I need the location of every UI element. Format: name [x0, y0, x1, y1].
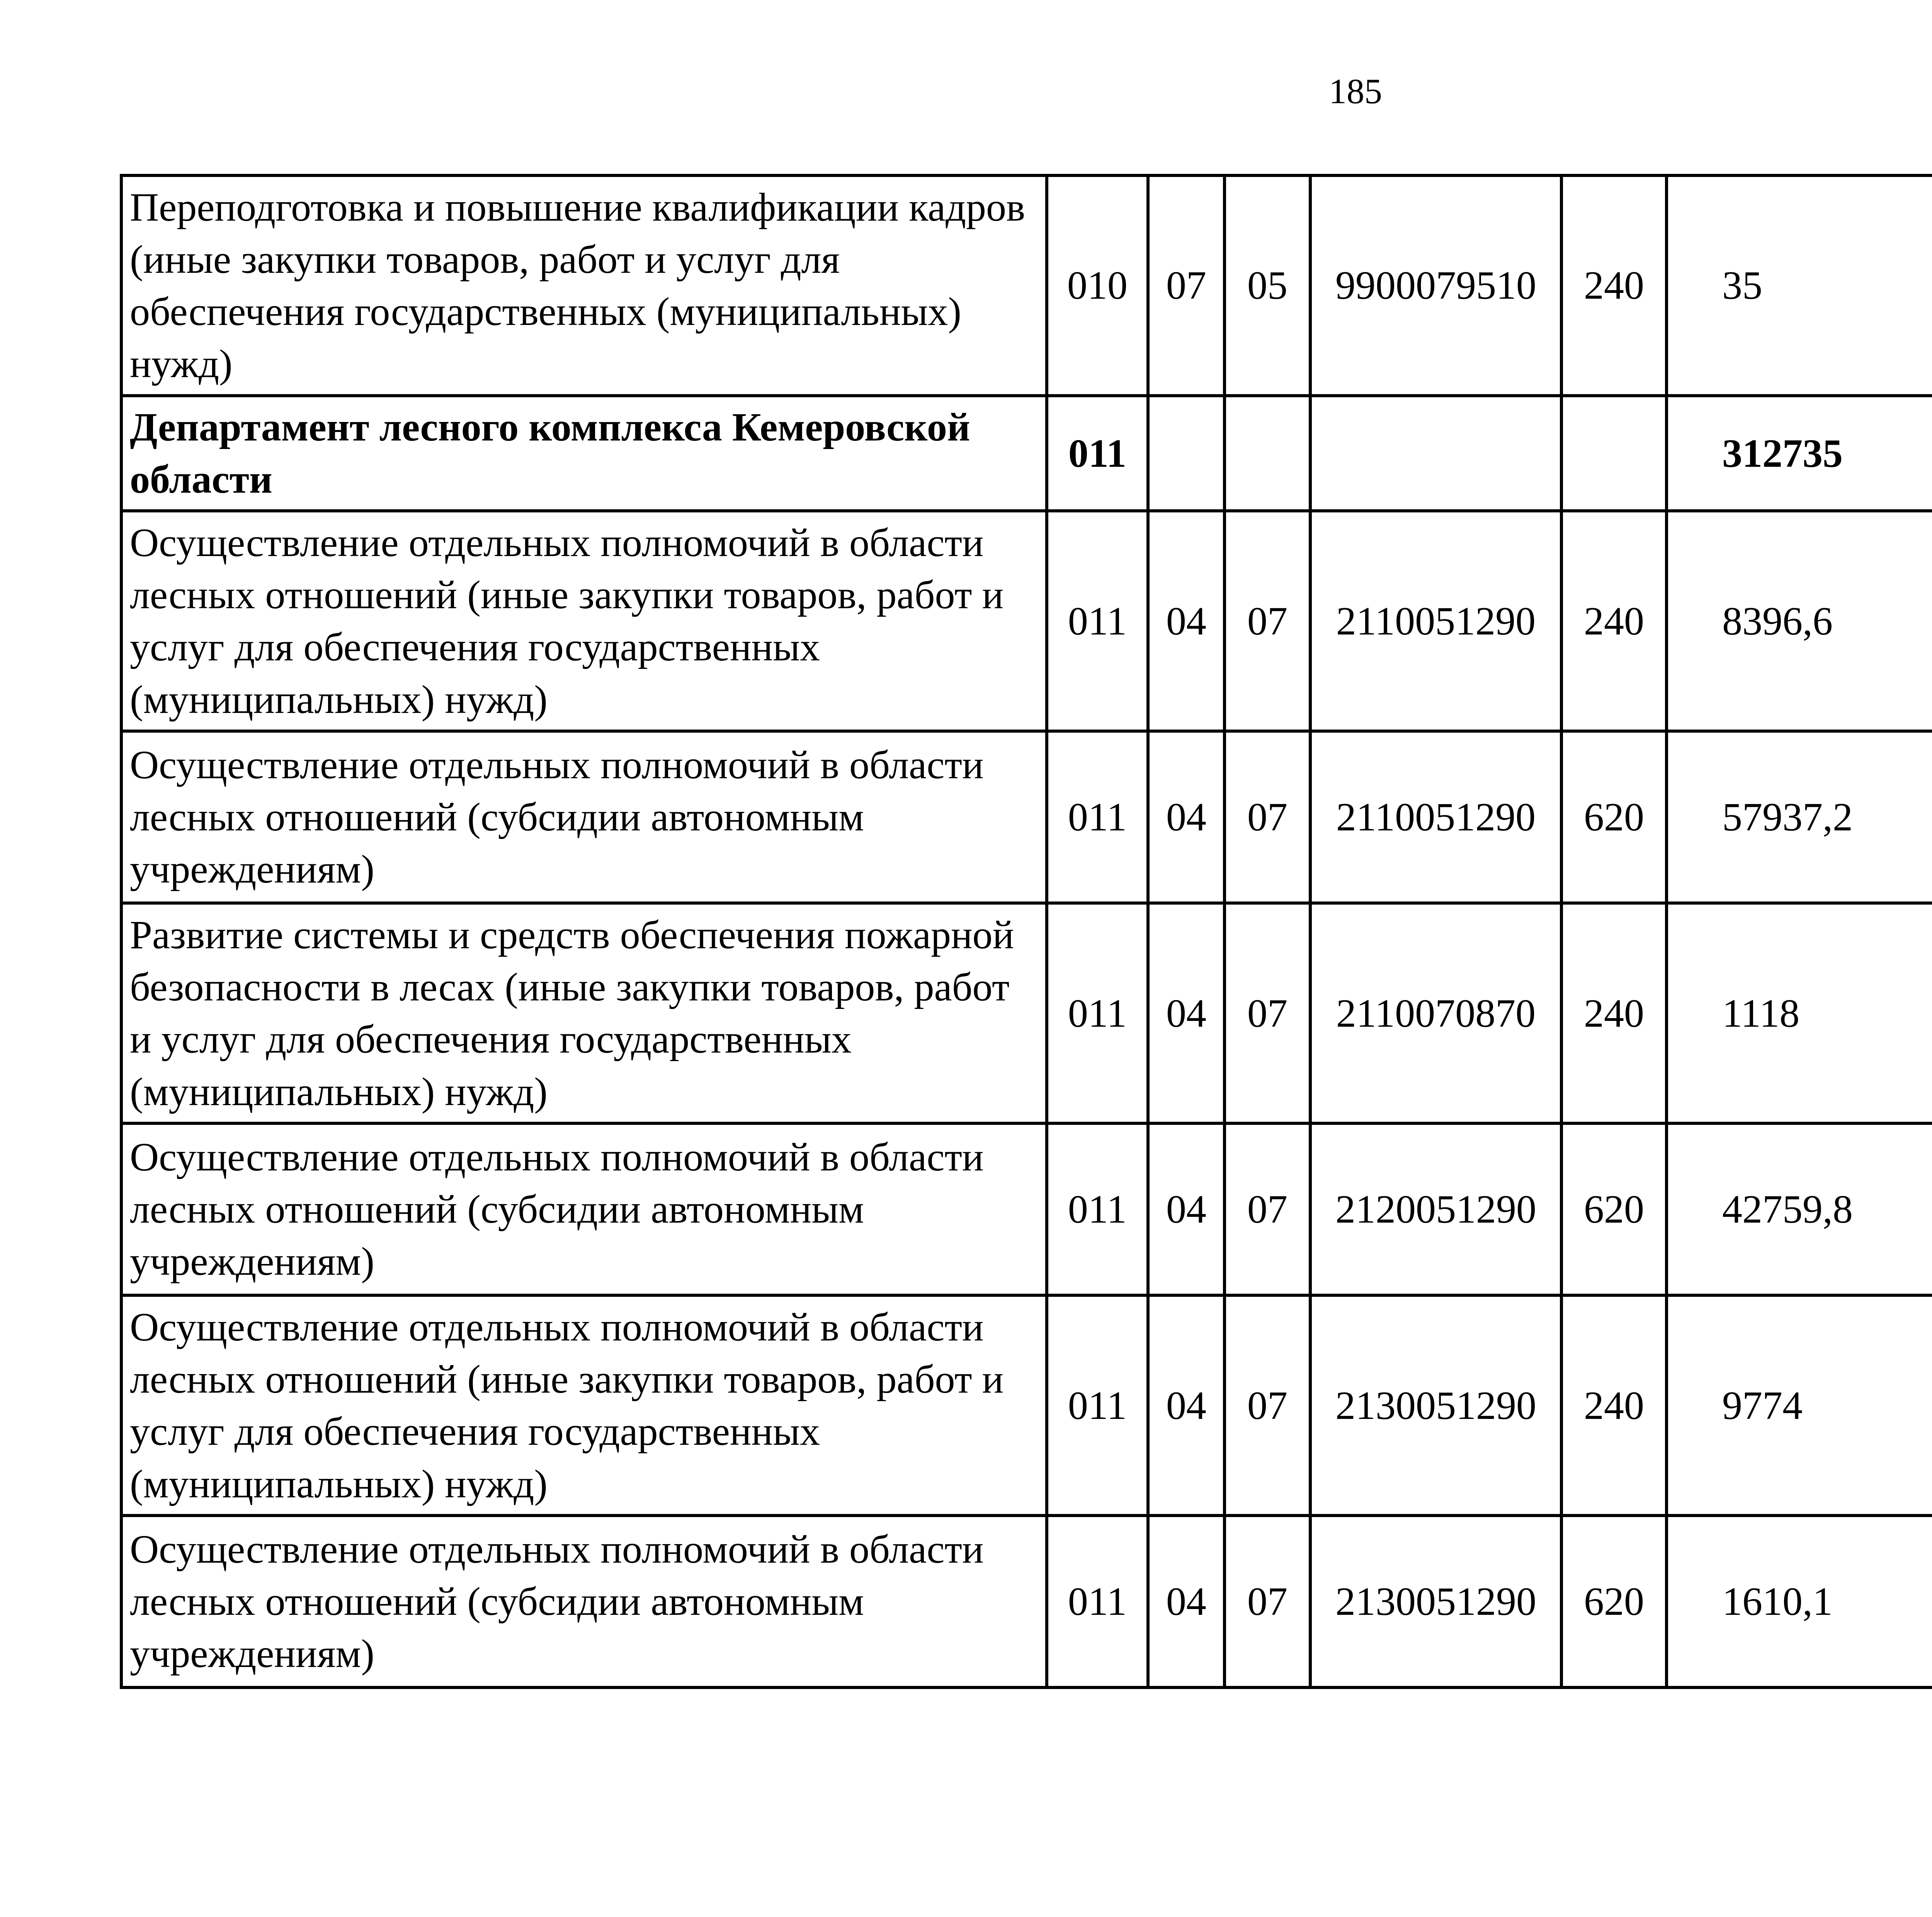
sum-year-1: 1610,1 — [1667, 1516, 1932, 1687]
ved-code: 010 — [1047, 175, 1148, 396]
section-code: 04 — [1148, 1123, 1225, 1295]
target-article-code: 2120051290 — [1310, 1123, 1561, 1295]
section-code: 04 — [1148, 903, 1225, 1123]
budget-table — [120, 174, 1932, 1689]
ved-code: 011 — [1047, 903, 1148, 1123]
expense-type-code: 620 — [1561, 1516, 1667, 1687]
target-article-code — [1310, 396, 1561, 511]
section-code: 04 — [1148, 1295, 1225, 1516]
section-code: 04 — [1148, 511, 1225, 731]
section-code: 04 — [1148, 1516, 1225, 1687]
ved-code: 011 — [1047, 731, 1148, 903]
table-row — [121, 1295, 1932, 1516]
expense-type-code: 240 — [1561, 1295, 1667, 1516]
subsection-code: 07 — [1225, 731, 1310, 903]
sum-year-1: 42759,8 — [1667, 1123, 1932, 1295]
subsection-code: 07 — [1225, 1123, 1310, 1295]
table-row — [121, 1516, 1932, 1687]
target-article-code: 2130051290 — [1310, 1295, 1561, 1516]
target-article-code: 2110051290 — [1310, 731, 1561, 903]
section-code: 04 — [1148, 731, 1225, 903]
ved-code: 011 — [1047, 511, 1148, 731]
sum-year-1: 8396,6 — [1667, 511, 1932, 731]
subsection-code: 05 — [1225, 175, 1310, 396]
row-name: Переподготовка и повышение квалификации кадров (иные закупки товаров, работ и услуг для обеспечения государственных (муниципальных) нужд) — [121, 175, 1047, 396]
sum-year-1: 57937,2 — [1667, 731, 1932, 903]
subsection-code — [1225, 396, 1310, 511]
target-article-code: 9900079510 — [1310, 175, 1561, 396]
sum-year-1: 312735 — [1667, 396, 1932, 511]
table-row — [121, 903, 1932, 1123]
ved-code: 011 — [1047, 1295, 1148, 1516]
ved-code: 011 — [1047, 1516, 1148, 1687]
row-name: Осуществление отдельных полномочий в области лесных отношений (иные закупки товаров, работ и услуг для обеспечения государственных (муниципальных) нужд) — [121, 1295, 1047, 1516]
target-article-code: 2110051290 — [1310, 511, 1561, 731]
expense-type-code — [1561, 396, 1667, 511]
row-name: Осуществление отдельных полномочий в области лесных отношений (субсидии автономным учреждениям) — [121, 1516, 1047, 1687]
table-row — [121, 1123, 1932, 1295]
subsection-code: 07 — [1225, 511, 1310, 731]
row-name: Осуществление отдельных полномочий в области лесных отношений (субсидии автономным учреждениям) — [121, 731, 1047, 903]
expense-type-code: 620 — [1561, 1123, 1667, 1295]
sum-year-1: 1118 — [1667, 903, 1932, 1123]
expense-type-code: 240 — [1561, 175, 1667, 396]
page-number: 185 — [1329, 71, 1382, 111]
row-name: Осуществление отдельных полномочий в области лесных отношений (иные закупки товаров, работ и услуг для обеспечения государственных (муниципальных) нужд) — [121, 511, 1047, 731]
table-row — [121, 175, 1932, 396]
sum-year-1: 35 — [1667, 175, 1932, 396]
target-article-code: 2110070870 — [1310, 903, 1561, 1123]
target-article-code: 2130051290 — [1310, 1516, 1561, 1687]
expense-type-code: 240 — [1561, 903, 1667, 1123]
section-code: 07 — [1148, 175, 1225, 396]
ved-code: 011 — [1047, 1123, 1148, 1295]
section-code — [1148, 396, 1225, 511]
sum-year-1: 9774 — [1667, 1295, 1932, 1516]
subsection-code: 07 — [1225, 1295, 1310, 1516]
ved-code: 011 — [1047, 396, 1148, 511]
subsection-code: 07 — [1225, 1516, 1310, 1687]
expense-type-code: 620 — [1561, 731, 1667, 903]
row-name: Департамент лесного комплекса Кемеровской области — [121, 396, 1047, 511]
table-row — [121, 731, 1932, 903]
table-row — [121, 511, 1932, 731]
table-row-department — [121, 396, 1932, 511]
row-name: Осуществление отдельных полномочий в области лесных отношений (субсидии автономным учреждениям) — [121, 1123, 1047, 1295]
subsection-code: 07 — [1225, 903, 1310, 1123]
expense-type-code: 240 — [1561, 511, 1667, 731]
row-name: Развитие системы и средств обеспечения пожарной безопасности в лесах (иные закупки товаров, работ и услуг для обеспечения государственных (муниципальных) нужд) — [121, 903, 1047, 1123]
